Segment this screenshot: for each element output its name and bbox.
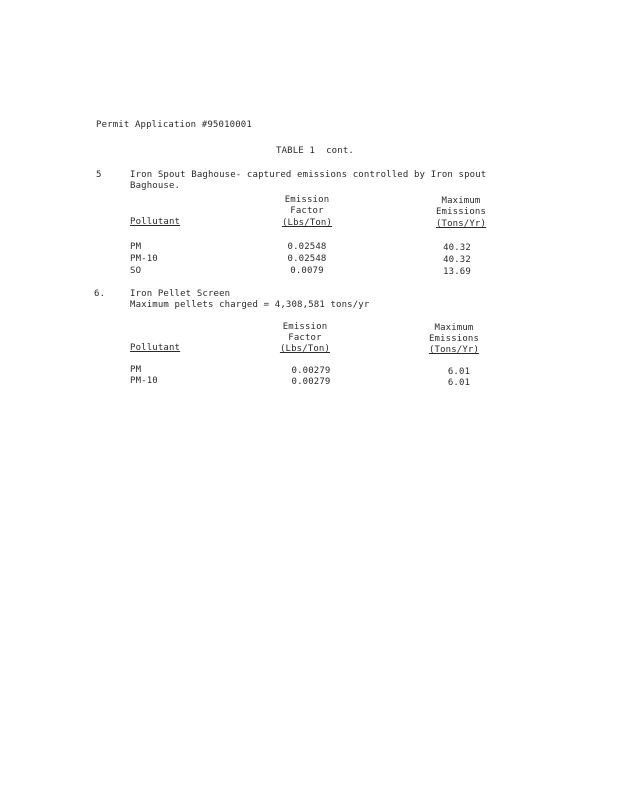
col-header-factor-line2: Factor	[290, 206, 324, 216]
pollutant-cell: PM	[130, 242, 142, 252]
section-title: Iron Spout Baghouse- captured emissions controlled by Iron spout	[130, 170, 487, 180]
col-header-max-line2: Emissions	[428, 334, 480, 344]
max-cell: 6.01	[447, 378, 471, 388]
max-cell: 13.69	[443, 267, 471, 277]
page-header: Permit Application #95010001	[96, 120, 252, 130]
pollutant-cell: PM	[130, 365, 142, 375]
section-title-continued: Maximum pellets charged = 4,308,581 tons/yr	[130, 300, 370, 310]
pollutant-cell: PM-10	[130, 254, 158, 264]
factor-cell: 0.00279	[291, 366, 331, 376]
factor-cell: 0.02548	[287, 254, 327, 264]
col-header-max-line1: Maximum	[441, 196, 481, 206]
col-header-factor-line3: (Lbs/Ton)	[281, 218, 333, 228]
pollutant-cell: SO	[130, 266, 142, 276]
section-title-continued: Baghouse.	[130, 181, 181, 191]
col-header-factor-line3: (Lbs/Ton)	[279, 344, 331, 354]
factor-cell: 0.00279	[291, 377, 331, 387]
section-number: 5	[96, 170, 102, 180]
max-cell: 6.01	[447, 367, 471, 377]
col-header-factor-line2: Factor	[288, 333, 322, 343]
max-cell: 40.32	[443, 255, 471, 265]
col-header-max-line3: (Tons/Yr)	[428, 345, 480, 355]
pollutant-cell: PM-10	[130, 376, 158, 386]
section-title: Iron Pellet Screen	[130, 289, 231, 299]
col-header-factor-line1: Emission	[282, 322, 328, 332]
col-header-max-line1: Maximum	[434, 323, 474, 333]
col-header-pollutant: Pollutant	[130, 343, 181, 353]
max-cell: 40.32	[443, 243, 471, 253]
col-header-pollutant: Pollutant	[130, 217, 181, 227]
col-header-max-line2: Emissions	[435, 207, 487, 217]
section-number: 6.	[94, 289, 106, 299]
factor-cell: 0.0079	[290, 266, 324, 276]
col-header-factor-line1: Emission	[284, 195, 330, 205]
col-header-max-line3: (Tons/Yr)	[435, 219, 487, 229]
table-title: TABLE 1 cont.	[276, 146, 354, 156]
factor-cell: 0.02548	[287, 242, 327, 252]
